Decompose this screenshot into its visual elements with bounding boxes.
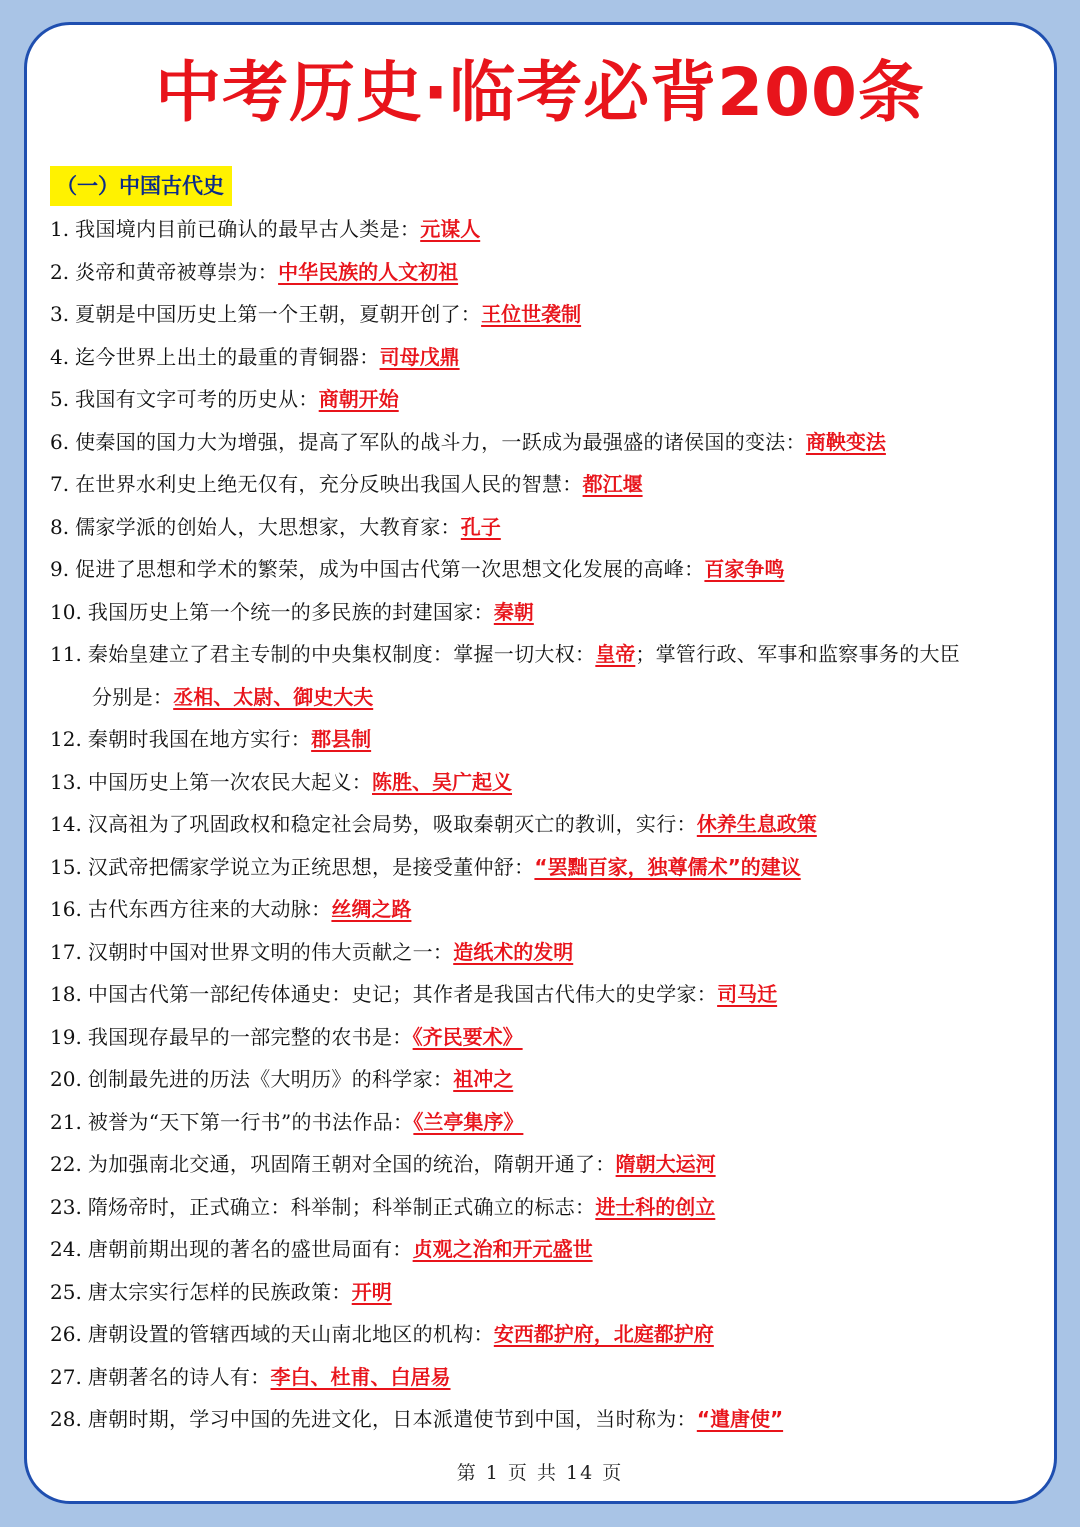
item-number: 20. [50, 1067, 82, 1091]
item-number: 26. [50, 1322, 82, 1346]
item-number: 8. [50, 514, 70, 539]
list-item [50, 633, 1040, 718]
list-item [50, 1143, 1040, 1186]
list-item [50, 1228, 1040, 1271]
item-question: 创制最先进的历法《大明历》的科学家： [87, 1067, 454, 1091]
list-item [50, 1313, 1040, 1356]
item-number: 9. [50, 557, 70, 581]
item-answer: 中华民族的人文初祖 [278, 259, 459, 284]
list-item [50, 1058, 1040, 1101]
item-answer: 休养生息政策 [696, 812, 817, 836]
item-answer: 百家争鸣 [704, 557, 785, 581]
item-answer: 丞相、太尉、御史大夫 [173, 684, 374, 709]
item-question: 古代东西方往来的大动脉： [87, 897, 332, 921]
list-item [50, 888, 1040, 931]
item-question: 夏朝是中国历史上第一个王朝，夏朝开创了： [75, 302, 482, 326]
item-question: 儒家学派的创始人，大思想家，大教育家： [75, 514, 461, 539]
item-question: 我国现存最早的一部完整的农书是： [87, 1024, 413, 1049]
item-answer: 郡县制 [311, 727, 372, 751]
item-question: 唐太宗实行怎样的民族政策： [87, 1279, 352, 1304]
list-item [50, 718, 1040, 761]
item-answer: 孔子 [460, 514, 501, 539]
item-number: 28. [50, 1407, 82, 1431]
list-item [50, 336, 1040, 379]
item-continuation-line [50, 676, 1040, 719]
item-question: 汉高祖为了巩固政权和稳定社会局势，吸取秦朝灭亡的教训，实行： [87, 812, 697, 836]
item-question: 汉武帝把儒家学说立为正统思想，是接受董仲舒： [87, 854, 535, 879]
item-answer: 造纸术的发明 [453, 939, 574, 964]
item-number: 11. [50, 642, 82, 666]
item-answer: 安西都护府，北庭都护府 [493, 1322, 714, 1346]
item-question: 我国历史上第一个统一的多民族的封建国家： [87, 599, 494, 624]
section-heading: （一）中国古代史 [50, 166, 232, 206]
item-number: 14. [50, 812, 82, 836]
list-item [50, 548, 1040, 591]
list-item [50, 1016, 1040, 1059]
item-question: 汉朝时中国对世界文明的伟大贡献之一： [87, 939, 454, 964]
item-number: 27. [50, 1364, 82, 1389]
item-number: 7. [50, 472, 70, 496]
item-answer: 进士科的创立 [595, 1194, 716, 1219]
list-item [50, 1356, 1040, 1399]
list-item [50, 761, 1040, 804]
list-item [50, 973, 1040, 1016]
list-item [50, 846, 1040, 889]
item-number: 21. [50, 1109, 82, 1134]
item-question: 我国境内目前已确认的最早古人类是： [75, 217, 421, 241]
item-question: 唐朝著名的诗人有： [87, 1364, 271, 1389]
list-item [50, 208, 1040, 251]
item-answer: 皇帝 [595, 642, 636, 666]
item-answer: 都江堰 [582, 472, 643, 496]
list-item [50, 1271, 1040, 1314]
item-number: 25. [50, 1279, 82, 1304]
item-answer: 司母戊鼎 [379, 344, 460, 369]
item-question: 唐朝时期，学习中国的先进文化，日本派遣使节到中国，当时称为： [87, 1407, 697, 1431]
item-number: 6. [50, 429, 70, 454]
item-number: 16. [50, 897, 82, 921]
item-question: 促进了思想和学术的繁荣，成为中国古代第一次思想文化发展的高峰： [75, 557, 705, 581]
item-question: 我国有文字可考的历史从： [75, 387, 319, 411]
item-number: 19. [50, 1024, 82, 1049]
item-question: 中国古代第一部纪传体通史：史记；其作者是我国古代伟大的史学家： [87, 982, 718, 1006]
item-question: 炎帝和黄帝被尊崇为： [75, 259, 279, 284]
item-question: 秦始皇建立了君主专制的中央集权制度：掌握一切大权： [87, 642, 596, 666]
item-question: 秦朝时我国在地方实行： [87, 727, 312, 751]
item-number: 13. [50, 769, 82, 794]
item-question: 唐朝设置的管辖西域的天山南北地区的机构： [87, 1322, 494, 1346]
list-item [50, 1101, 1040, 1144]
page-title: 中考历史·临考必背200条 [155, 54, 925, 131]
item-question: 迄今世界上出土的最重的青铜器： [75, 344, 380, 369]
list-item [50, 931, 1040, 974]
item-number: 5. [50, 387, 70, 411]
item-question: 被誉为“天下第一行书”的书法作品： [87, 1109, 414, 1134]
page-number: 第 1 页 共 14 页 [456, 1462, 624, 1484]
item-number: 2. [50, 259, 70, 284]
item-answer: “罢黜百家，独尊儒术”的建议 [534, 854, 801, 879]
item-number: 22. [50, 1152, 82, 1176]
item-number: 24. [50, 1237, 82, 1261]
item-answer: 商鞅变法 [805, 429, 886, 454]
item-question: 使秦国的国力大为增强，提高了军队的战斗力，一跃成为最强盛的诸侯国的变法： [75, 429, 806, 454]
item-answer: 开明 [351, 1279, 392, 1304]
item-number: 3. [50, 302, 70, 326]
item-number: 10. [50, 599, 82, 624]
item-answer: 王位世袭制 [481, 302, 582, 326]
list-item [50, 463, 1040, 506]
list-item [50, 421, 1040, 464]
item-number: 15. [50, 854, 82, 879]
item-answer: 祖冲之 [453, 1067, 514, 1091]
list-item [50, 591, 1040, 634]
item-answer: 司马迁 [717, 982, 778, 1006]
item-question-continued: ；掌管行政、军事和监察事务的大臣 [635, 642, 961, 666]
item-question: 为加强南北交通，巩固隋王朝对全国的统治，隋朝开通了： [87, 1152, 616, 1176]
list-item [50, 803, 1040, 846]
item-answer: “遣唐使” [696, 1407, 784, 1431]
item-answer: 《兰亭集序》 [413, 1109, 524, 1134]
item-answer: 商朝开始 [318, 387, 399, 411]
list-item [50, 378, 1040, 421]
item-number: 23. [50, 1194, 82, 1219]
item-answer: 李白、杜甫、白居易 [270, 1364, 451, 1389]
item-number: 18. [50, 982, 82, 1006]
list-item [50, 1398, 1040, 1441]
item-number: 1. [50, 217, 70, 241]
list-item [50, 506, 1040, 549]
list-item [50, 251, 1040, 294]
question-list [50, 208, 1040, 1441]
item-answer: 隋朝大运河 [615, 1152, 716, 1176]
item-question: 隋炀帝时，正式确立：科举制；科举制正式确立的标志： [87, 1194, 596, 1219]
item-number: 17. [50, 939, 82, 964]
item-question: 在世界水利史上绝无仅有，充分反映出我国人民的智慧： [75, 472, 583, 496]
item-question-continued: 分别是： [92, 684, 174, 709]
item-answer: 《齐民要术》 [412, 1024, 523, 1049]
item-answer: 丝绸之路 [331, 897, 412, 921]
item-answer: 元谋人 [420, 217, 481, 241]
item-question: 中国历史上第一次农民大起义： [87, 769, 373, 794]
item-answer: 贞观之治和开元盛世 [412, 1237, 593, 1261]
item-question: 唐朝前期出现的著名的盛世局面有： [87, 1237, 413, 1261]
list-item [50, 1186, 1040, 1229]
item-answer: 秦朝 [493, 599, 534, 624]
item-number: 4. [50, 344, 70, 369]
list-item [50, 293, 1040, 336]
item-number: 12. [50, 727, 82, 751]
item-answer: 陈胜、吴广起义 [372, 769, 513, 794]
